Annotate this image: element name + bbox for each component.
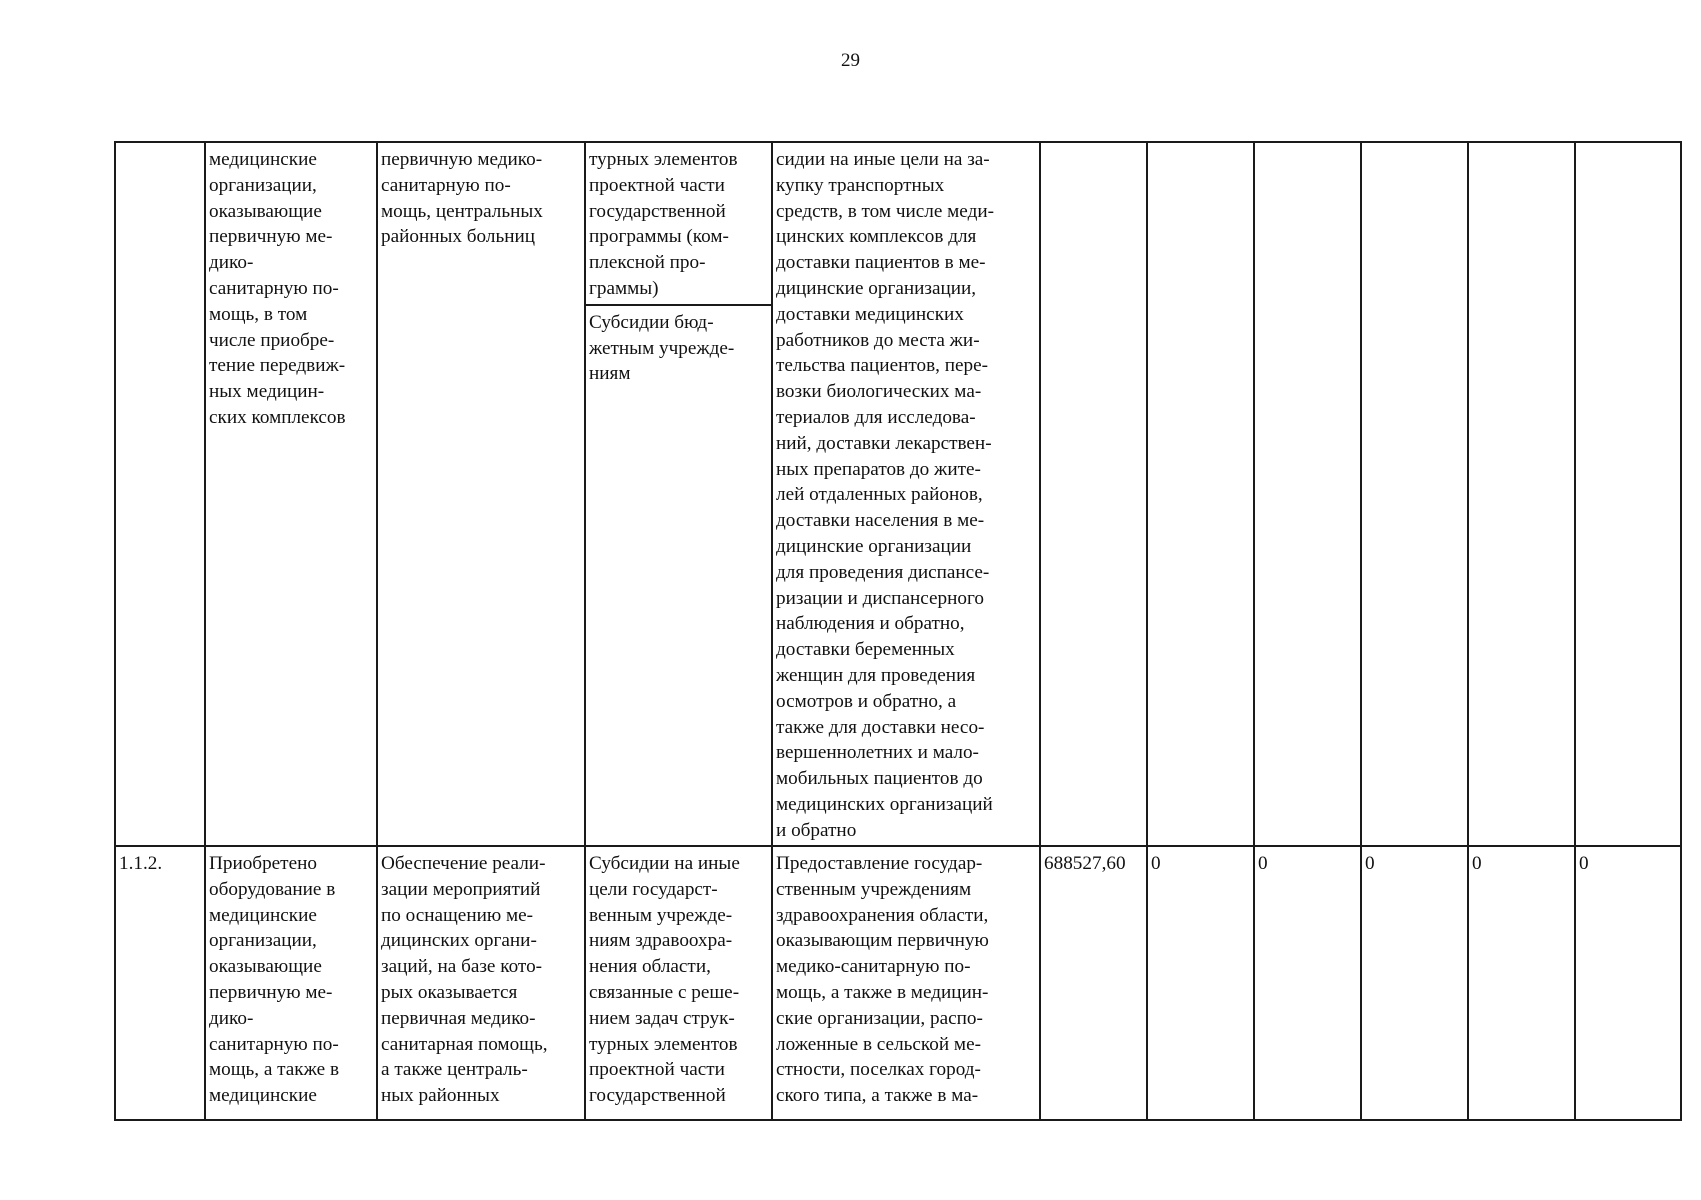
direction-text: Субсидии на иные цели государст- венным учрежде- ниям здравоохра- нения области, связанные с реше- нием задач струк- турных элементов проектной части государственной: [589, 853, 740, 1107]
value-text: 688527,60: [1044, 853, 1126, 874]
value-cell: [1040, 142, 1147, 846]
value-cell: [1147, 846, 1254, 1120]
value-text: 0: [1258, 853, 1268, 874]
row-number-cell: [115, 142, 205, 846]
activity-cell: [377, 142, 585, 846]
result-cell: [205, 142, 377, 846]
description-cell: [772, 846, 1040, 1120]
activity-cell: [377, 846, 585, 1120]
value-text: 0: [1472, 853, 1482, 874]
value-cell: [1468, 846, 1575, 1120]
value-text: 0: [1365, 853, 1375, 874]
description-cell: [772, 142, 1040, 846]
result-text: медицинские организации, оказывающие первичную ме- дико- санитарную по- мощь, в том числе приобре- тение передвиж- ных медицин- ских комплексов: [209, 149, 346, 428]
page-number: 29: [841, 50, 860, 71]
activity-text: Обеспечение реали- зации мероприятий по оснащению ме- дицинских органи- заций, на базе кото- рых оказывается первичная медико- санитарная помощь, а также централь- ных районных: [381, 853, 548, 1107]
value-cell: [1254, 142, 1361, 846]
direction-cell: [585, 846, 772, 1120]
description-text: сидии на иные цели на за- купку транспортных средств, в том числе меди- цинских комплексов для доставки пациентов в ме- дицинские организации, доставки медицинских работников до места жи- тельства пациентов, пере- возки биологических ма- териалов для исследова- ний, доставки лекарствен- ных препаратов до жите- лей отдаленных районов, доставки населения в ме- дицинские организации для проведения диспансе- ризации и диспансерного наблюдения и обратно, доставки беременных женщин для проведения осмотров и обратно, а также для доставки несо- вершеннолетних и мало- мобильных пациентов до медицинских организаций и обратно: [776, 149, 994, 841]
program-table: [114, 141, 1682, 1121]
row-number: 1.1.2.: [119, 853, 163, 874]
direction-cell: [585, 142, 772, 846]
description-text: Предоставление государ- ственным учреждениям здравоохранения области, оказывающим первичную медико-санитарную по- мощь, а также в медицин- ские организации, распо- ложенные в сельской ме- стности, поселках город- ского типа, а также в ма-: [776, 853, 989, 1107]
value-cell: [1575, 846, 1681, 1120]
activity-text: первичную медико- санитарную по- мощь, центральных районных больниц: [381, 149, 543, 248]
direction-text-top: турных элементов проектной части государственной программы (ком- плексной про- граммы): [586, 147, 771, 306]
table-row: [115, 142, 1681, 846]
result-text: Приобретено оборудование в медицинские организации, оказывающие первичную ме- дико- санитарную по- мощь, а также в медицинские: [209, 853, 340, 1107]
value-text: 0: [1151, 853, 1161, 874]
value-cell: [1040, 846, 1147, 1120]
value-cell: [1361, 846, 1468, 1120]
row-number-cell: [115, 846, 205, 1120]
value-text: 0: [1579, 853, 1589, 874]
value-cell: [1254, 846, 1361, 1120]
direction-text-bottom: Субсидии бюд- жетным учрежде- ниям: [589, 311, 735, 385]
result-cell: [205, 846, 377, 1120]
value-cell: [1468, 142, 1575, 846]
value-cell: [1147, 142, 1254, 846]
table-row: [115, 846, 1681, 1120]
value-cell: [1575, 142, 1681, 846]
value-cell: [1361, 142, 1468, 846]
